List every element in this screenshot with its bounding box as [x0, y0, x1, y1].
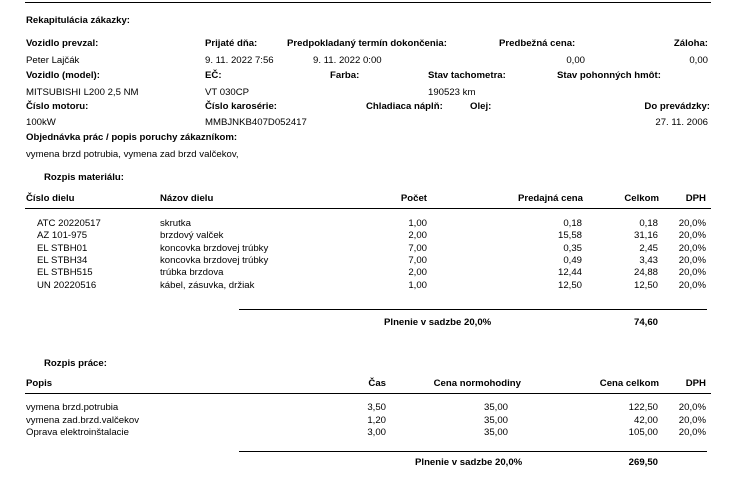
vat-rate: 20,0% [678, 414, 706, 426]
accepted-label: Prijaté dňa: [205, 38, 258, 49]
vat-rate: 20,0% [678, 402, 706, 413]
mat-col-part-no: Číslo dielu [26, 193, 75, 204]
planned-label: Predpokladaný termín dokončenia: [287, 38, 447, 49]
color-label: Farba: [330, 70, 360, 81]
ec-label: EČ: [205, 70, 222, 81]
materials-total-label: Plnenie v sadzbe 20,0% [384, 317, 492, 328]
line-total: 24,88 [633, 267, 658, 279]
unit-price: 0,35 [563, 242, 582, 254]
labor-section-title: Rozpis práce: [44, 358, 107, 369]
part-name: skrutka [160, 218, 191, 229]
unit-price: 15,58 [557, 230, 582, 242]
labor-header-rule [25, 393, 711, 394]
ec-value: VT 030CP [205, 87, 250, 98]
vat-rate: 20,0% [678, 279, 706, 291]
line-total: 3,43 [639, 254, 658, 266]
vat-rate: 20,0% [678, 267, 706, 279]
materials-header-rule [25, 208, 711, 209]
mat-col-qty: Počet [400, 193, 427, 204]
planned-value: 9. 11. 2022 0:00 [313, 55, 382, 66]
labor-total-value: 269,50 [628, 457, 658, 468]
work-time: 1,20 [367, 414, 386, 426]
materials-section-title: Rozpis materiálu: [44, 172, 124, 183]
quantity: 2,00 [408, 267, 427, 279]
work-total: 105,00 [628, 427, 658, 438]
lab-col-vat: DPH [685, 378, 706, 389]
work-description: Oprava elektroinštalacie [26, 427, 129, 438]
engine-label: Číslo motoru: [26, 101, 89, 112]
unit-price: 0,18 [563, 218, 582, 229]
mat-col-total: Celkom [624, 193, 659, 204]
model-value: MITSUBISHI L200 2,5 NM [26, 87, 139, 98]
odometer-value: 190523 km [428, 87, 476, 98]
part-name: koncovka brzdovej trúbky [160, 254, 269, 266]
part-number: EL STBH01 [37, 242, 88, 254]
odometer-label: Stav tachometra: [428, 70, 506, 81]
part-number: AZ 101-975 [37, 230, 88, 242]
vat-rate: 20,0% [678, 230, 706, 242]
mat-col-name: Názov dielu [160, 193, 214, 204]
body-label: Číslo karosérie: [205, 101, 277, 112]
lab-col-total: Cena celkom [599, 378, 659, 389]
lab-col-desc: Popis [26, 378, 53, 389]
work-time: 3,50 [367, 402, 386, 413]
coolant-label: Chladiaca náplň: [366, 101, 443, 112]
deposit-value: 0,00 [689, 55, 708, 66]
unit-price: 12,44 [557, 267, 582, 279]
labor-total-rule [239, 451, 707, 452]
lab-col-time: Čas [368, 378, 386, 389]
accepted-value: 9. 11. 2022 7:56 [205, 55, 274, 66]
part-number: EL STBH34 [37, 254, 88, 266]
vehicle-received-value: Peter Lajčák [26, 55, 80, 66]
work-time: 3,00 [367, 427, 386, 438]
unit-price: 0,49 [563, 254, 582, 266]
body-value: MMBJNKB407D052417 [205, 117, 307, 128]
quantity: 1,00 [408, 218, 427, 229]
page-title: Rekapitulácia zákazky: [26, 15, 130, 26]
line-total: 12,50 [633, 279, 658, 291]
vehicle-received-label: Vozidlo prevzal: [26, 38, 99, 49]
part-name: koncovka brzdovej trúbky [160, 242, 269, 254]
lab-col-rate: Cena normohodiny [433, 378, 521, 389]
materials-total-value: 74,60 [633, 317, 658, 328]
in-service-value: 27. 11. 2006 [655, 117, 708, 128]
labor-total-label: Plnenie v sadzbe 20,0% [415, 457, 523, 468]
line-total: 31,16 [633, 230, 658, 242]
work-description: vymena zad.brzd.valčekov [26, 414, 140, 426]
in-service-label: Do prevádzky: [644, 101, 710, 112]
vat-rate: 20,0% [678, 427, 706, 438]
mat-col-price: Predajná cena [517, 193, 583, 204]
hourly-rate: 35,00 [483, 402, 508, 413]
unit-price: 12,50 [557, 279, 582, 291]
work-total: 42,00 [633, 414, 658, 426]
hourly-rate: 35,00 [483, 427, 508, 438]
order-label: Objednávka prác / popis poruchy zákazníkom: [26, 132, 238, 143]
model-label: Vozidlo (model): [26, 70, 100, 81]
fuel-label: Stav pohonných hmôt: [557, 70, 661, 81]
prelim-price-label: Predbežná cena: [499, 38, 576, 49]
part-number: UN 20220516 [37, 279, 97, 291]
part-number: ATC 20220517 [37, 218, 101, 229]
vat-rate: 20,0% [678, 218, 706, 229]
prelim-price-value: 0,00 [566, 55, 585, 66]
part-number: EL STBH515 [37, 267, 93, 279]
work-description: vymena brzd.potrubia [26, 402, 119, 413]
part-name: brzdový valček [160, 230, 224, 242]
materials-total-rule [239, 309, 707, 310]
engine-value: 100kW [26, 117, 56, 128]
order-value: vymena brzd potrubia, vymena zad brzd valčekov, [26, 149, 239, 160]
work-total: 122,50 [628, 402, 658, 413]
quantity: 7,00 [408, 254, 427, 266]
mat-col-vat: DPH [685, 193, 706, 204]
quantity: 2,00 [408, 230, 427, 242]
oil-label: Olej: [470, 101, 492, 112]
line-total: 2,45 [639, 242, 658, 254]
vat-rate: 20,0% [678, 254, 706, 266]
quantity: 7,00 [408, 242, 427, 254]
line-total: 0,18 [639, 218, 658, 229]
hourly-rate: 35,00 [483, 414, 508, 426]
top-rule [25, 2, 711, 3]
part-name: trúbka brzdova [160, 267, 224, 279]
deposit-label: Záloha: [673, 38, 708, 49]
quantity: 1,00 [408, 279, 427, 291]
part-name: kábel, zásuvka, držiak [160, 279, 255, 291]
vat-rate: 20,0% [678, 242, 706, 254]
